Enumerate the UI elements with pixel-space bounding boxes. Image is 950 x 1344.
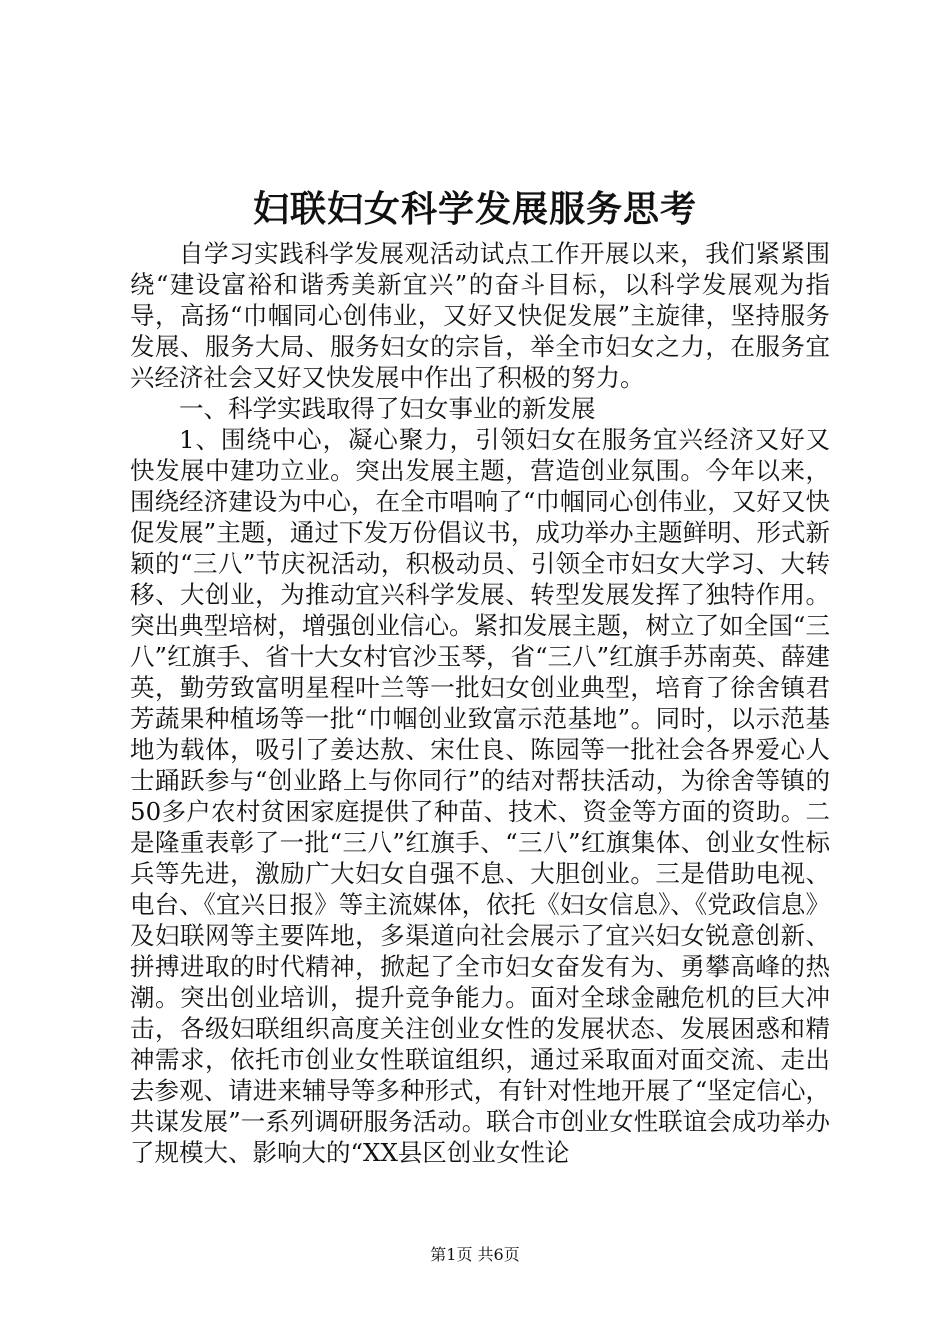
paragraph-intro: 自学习实践科学发展观活动试点工作开展以来，我们紧紧围绕“建设富裕和谐秀美新宜兴”的奋斗目标，以科学发展观为指导，高扬“巾帼同心创伟业，又好又快促发展”主旋律，坚持服务发展、服务大局、服务妇女的宗旨，举全市妇女之力，在服务宜兴经济社会又好又快发展中作出了积极的努力。 [130, 239, 830, 392]
document-body [130, 238, 830, 1168]
paragraph-section-1: 1、围绕中心，凝心聚力，引领妇女在服务宜兴经济又好又快发展中建功立业。突出发展主题，营造创业氛围。今年以来，围绕经济建设为中心，在全市唱响了“巾帼同心创伟业，又好又快促发展”主题，通过下发万份倡议书，成功举办主题鲜明、形式新颖的“三八”节庆祝活动，积极动员、引领全市妇女大学习、大转移、大创业，为推动宜兴科学发展、转型发展发挥了独特作用。突出典型培树，增强创业信心。紧扣发展主题，树立了如全国“三八”红旗手、省十大女村官沙玉琴，省“三八”红旗手苏南英、薛建英，勤劳致富明星程叶兰等一批妇女创业典型，培育了徐舍镇君芳蔬果种植场等一批“巾帼创业致富示范基地”。同时，以示范基地为载体，吸引了姜达敖、宋仕良、陈园等一批社会各界爱心人士踊跃参与“创业路上与你同行”的结对帮扶活动，为徐舍等镇的50多户农村贫困家庭提供了种苗、技术、资金等方面的资助。二是隆重表彰了一批“三八”红旗手、“三八”红旗集体、创业女性标兵等先进，激励广大妇女自强不息、大胆创业。三是借助电视、电台、《宜兴日报》等主流媒体，依托《妇女信息》、《党政信息》及妇联网等主要阵地，多渠道向社会展示了宜兴妇女锐意创新、拼搏进取的时代精神，掀起了全市妇女奋发有为、勇攀高峰的热潮。突出创业培训，提升竞争能力。面对全球金融危机的巨大冲击，各级妇联组织高度关注创业女性的发展状态、发展困惑和精神需求，依托市创业女性联谊组织，通过采取面对面交流、走出去参观、请进来辅导等多种形式，有针对性地开展了“坚定信心，共谋发展”一系列调研服务活动。联合市创业女性联谊会成功举办了规模大、影响大的“XX县区创业女性论 [130, 425, 830, 1167]
section-heading-1: 一、科学实践取得了妇女事业的新发展 [179, 394, 596, 423]
page-number-footer: 第1页 共6页 [430, 1245, 520, 1264]
document-title: 妇联妇女科学发展服务思考 [252, 188, 697, 230]
